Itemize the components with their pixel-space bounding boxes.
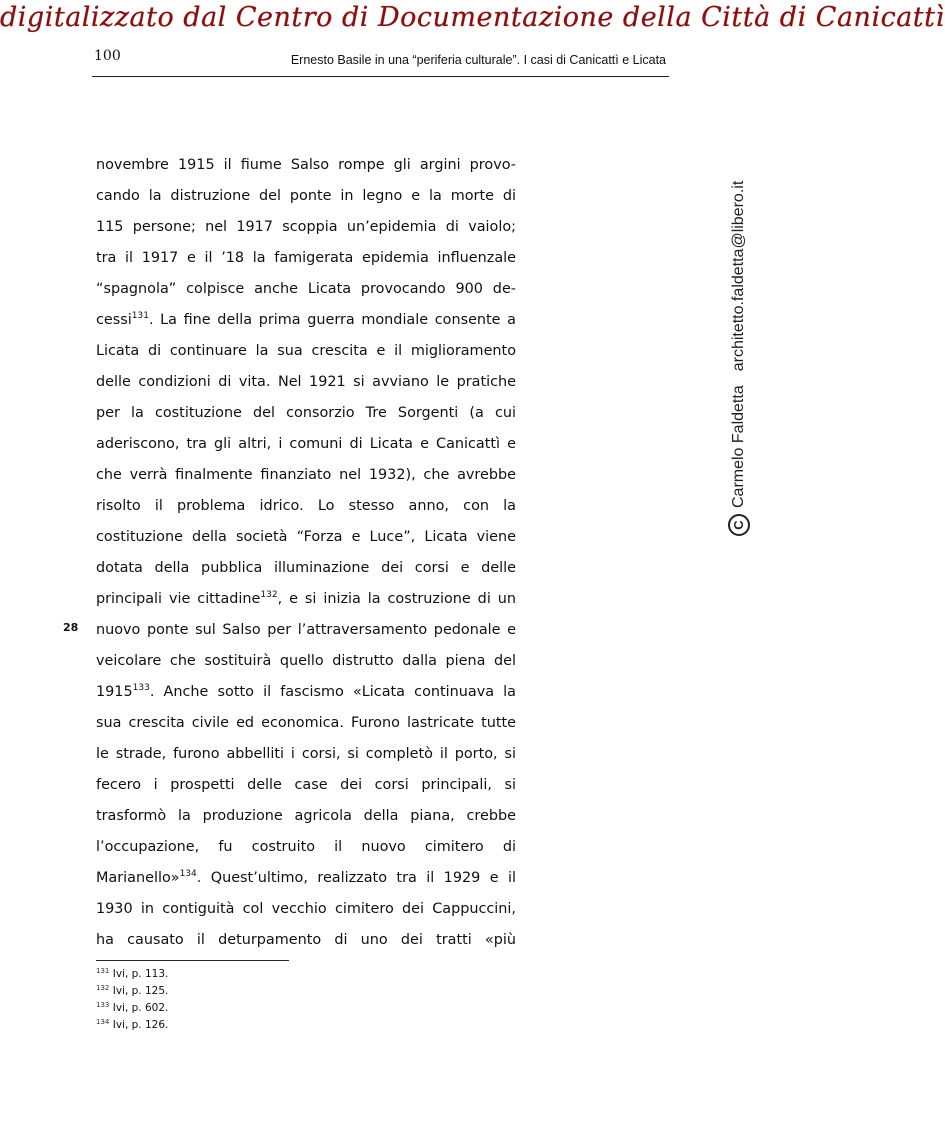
- footnote-number: 131: [96, 967, 110, 975]
- body-line: che verrà finalmente finanziato nel 1932), che avrebbe: [96, 467, 516, 483]
- footnote-reference: 132: [260, 590, 278, 600]
- body-line: cando la distruzione del ponte in legno e la morte di: [96, 188, 516, 204]
- footnote-number: 132: [96, 984, 110, 992]
- body-line: costituzione della società “Forza e Luce”, Licata viene: [96, 529, 516, 545]
- body-line-text: . La fine della prima guerra mondiale consente a: [148, 312, 516, 328]
- body-line-text: . Anche sotto il fascismo «Licata continuava la: [149, 684, 516, 700]
- body-line: delle condizioni di vita. Nel 1921 si avviano le pratiche: [96, 374, 516, 390]
- body-line: le strade, furono abbelliti i corsi, si completò il porto, si: [96, 746, 516, 762]
- body-line: l’occupazione, fu costruito il nuovo cimitero di: [96, 839, 516, 855]
- digitization-banner: digitalizzato dal Centro di Documentazione della Città di Canicattì: [0, 2, 945, 33]
- body-line-text: principali vie cittadine: [96, 591, 261, 607]
- body-line: risolto il problema idrico. Lo stesso anno, con la: [96, 498, 516, 514]
- body-line: aderiscono, tra gli altri, i comuni di Licata e Canicattì e: [96, 436, 516, 452]
- footnote-number: 134: [96, 1018, 110, 1026]
- footnote-text: Ivi, p. 125.: [112, 985, 169, 997]
- body-line: fecero i prospetti delle case dei corsi principali, si: [96, 777, 516, 793]
- body-line: novembre 1915 il fiume Salso rompe gli argini provo-: [96, 157, 516, 173]
- body-line-text: Marianello»: [96, 870, 180, 886]
- header-divider: [92, 76, 669, 77]
- author-name: Carmelo Faldetta: [730, 385, 747, 508]
- body-text: [96, 150, 516, 956]
- body-line: tra il 1917 e il ’18 la famigerata epidemia influenzale: [96, 250, 516, 266]
- footnotes: [96, 966, 168, 1034]
- margin-line-number: 28: [63, 621, 79, 634]
- body-line: ha causato il deturpamento di uno dei tratti «più: [96, 932, 516, 948]
- footnote-number: 133: [96, 1001, 110, 1009]
- body-line-text: cessi: [96, 312, 132, 328]
- footnote: [96, 1000, 168, 1017]
- footnote-text: Ivi, p. 126.: [112, 1019, 169, 1031]
- body-line: [96, 863, 516, 894]
- footnote-reference: 133: [132, 683, 150, 693]
- body-line-text: . Quest’ultimo, realizzato tra il 1929 e il: [196, 870, 516, 886]
- author-email: architetto.faldetta@libero.it: [730, 180, 747, 372]
- body-line: sua crescita civile ed economica. Furono lastricate tutte: [96, 715, 516, 731]
- body-line-text: 1915: [96, 684, 133, 700]
- copyright-icon: C: [728, 514, 750, 536]
- body-line: dotata della pubblica illuminazione dei corsi e delle: [96, 560, 516, 576]
- footnote-text: Ivi, p. 602.: [112, 1002, 169, 1014]
- body-line: Licata di continuare la sua crescita e il miglioramento: [96, 343, 516, 359]
- body-line-text: , e si inizia la costruzione di un: [277, 591, 516, 607]
- body-line: [96, 677, 516, 708]
- body-line: “spagnola” colpisce anche Licata provocando 900 de-: [96, 281, 516, 297]
- body-line: per la costituzione del consorzio Tre Sorgenti (a cui: [96, 405, 516, 421]
- side-credit: [728, 181, 750, 536]
- footnote-text: Ivi, p. 113.: [112, 968, 169, 980]
- body-line: 1930 in contiguità col vecchio cimitero dei Cappuccini,: [96, 901, 516, 917]
- body-line: [96, 305, 516, 336]
- footnote-reference: 134: [179, 869, 197, 879]
- footnote-reference: 131: [131, 311, 149, 321]
- footnote: [96, 966, 168, 983]
- footnote: [96, 983, 168, 1000]
- page-number: 100: [94, 48, 121, 64]
- running-header-title: Ernesto Basile in una “periferia culturale”. I casi di Canicattì e Licata: [290, 53, 666, 67]
- footnote-divider: [96, 960, 289, 961]
- body-line: nuovo ponte sul Salso per l’attraversamento pedonale e: [96, 622, 516, 638]
- body-line: 115 persone; nel 1917 scoppia un’epidemia di vaiolo;: [96, 219, 516, 235]
- body-line: [96, 584, 516, 615]
- footnote: [96, 1017, 168, 1034]
- body-line: veicolare che sostituirà quello distrutto dalla piena del: [96, 653, 516, 669]
- body-line: trasformò la produzione agricola della piana, crebbe: [96, 808, 516, 824]
